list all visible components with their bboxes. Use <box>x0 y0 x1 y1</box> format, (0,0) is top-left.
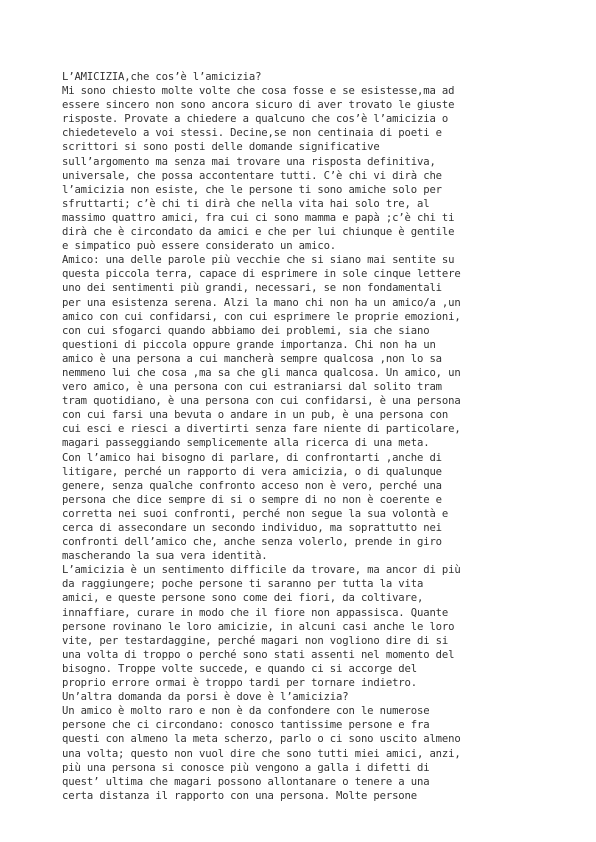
text-line: cui esci e riesci a divertirti senza fare niente di particolare, <box>62 423 461 436</box>
text-line: dirà che è circondato da amici e che per lui chiunque è gentile <box>62 226 455 239</box>
text-line: questioni di piccola oppure grande importanza. Chi non ha un <box>62 338 436 351</box>
text-line: massimo quattro amici, fra cui ci sono mamma e papà ;c’è chi ti <box>62 211 455 224</box>
text-line: innaffiare, curare in modo che il fiore non appassisca. Quante <box>62 606 449 619</box>
text-line: Amico: una delle parole più vecchie che si siano mai sentite su <box>62 254 455 267</box>
title-line: L’AMICIZIA,che cos’è l’amicizia? <box>62 71 262 83</box>
text-line: sull’argomento ma senza mai trovare una risposta definitiva, <box>62 155 436 168</box>
text-line: questa piccola terra, capace di esprimere in sole cinque lettere <box>62 268 461 281</box>
text-line: una volta; questo non vuol dire che sono tutti miei amici, anzi, <box>62 747 461 760</box>
text-line: universale, che possa accontentare tutti. C’è chi vi dirà che <box>62 169 442 182</box>
text-line: cerca di assecondare un secondo individuo, ma soprattutto nei <box>62 522 442 534</box>
text-line: persone che ci circondano: conosco tantissime persone e fra <box>62 719 430 732</box>
text-line: corretta nei suoi confronti, perché non segue la sua volontà e <box>62 507 449 520</box>
text-line: litigare, perché un rapporto di vera amicizia, o di qualunque <box>62 465 442 478</box>
text-line: tram quotidiano, è una persona con cui confidarsi, è una persona <box>62 395 461 408</box>
text-line: certa distanza il rapporto con una persona. Molte persone <box>62 789 417 802</box>
text-line: chiedetevelo a voi stessi. Decine,se non centinaia di poeti e <box>62 127 442 140</box>
text-line: con cui sfogarci quando abbiamo dei problemi, sia che siano <box>62 324 430 337</box>
text-line: scrittori si sono posti delle domande significative <box>62 141 380 154</box>
text-line: amici, e queste persone sono come dei fiori, da coltivare, <box>62 592 424 605</box>
text-line: confronti dell’amico che, anche senza volerlo, prende in giro <box>62 536 442 549</box>
text-line: vero amico, è una persona con cui estraniarsi dal solito tram <box>62 381 442 394</box>
document-body <box>62 70 562 803</box>
text-line: proprio errore ormai è troppo tardi per tornare indietro. <box>62 677 417 690</box>
text-line: da raggiungere; poche persone ti saranno per tutta la vita <box>62 578 424 591</box>
text-line: Un’altra domanda da porsi è dove è l’amicizia? <box>62 691 349 704</box>
text-line: amico è una persona a cui mancherà sempre qualcosa ,non lo sa <box>62 352 442 365</box>
text-line: L’amicizia è un sentimento difficile da trovare, ma ancor di più <box>62 564 461 577</box>
text-line: una volta di troppo o perché sono stati assenti nel momento del <box>62 648 455 661</box>
text-line: uno dei sentimenti più grandi, necessari, se non fondamentali <box>62 282 442 295</box>
text-line: Con l’amico hai bisogno di parlare, di confrontarti ,anche di <box>62 451 442 464</box>
text-line: persona che dice sempre di si o sempre di no non è coerente e <box>62 493 442 506</box>
text-line: e simpatico può essere considerato un amico. <box>62 240 337 253</box>
text-line: mascherando la sua vera identità. <box>62 550 268 563</box>
text-line: quest’ ultima che magari possono allontanare o tenere a una <box>62 775 430 788</box>
text-line: l’amicizia non esiste, che le persone ti sono amiche solo per <box>62 183 442 196</box>
text-line: questi con almeno la meta scherzo, parlo o ci sono uscito almeno <box>62 733 461 746</box>
text-line: per una esistenza serena. Alzi la mano chi non ha un amico/a ,un <box>62 296 461 309</box>
text-line: più una persona si conosce più vengono a galla i difetti di <box>62 761 430 774</box>
text-line: genere, senza qualche confronto acceso non è vero, perché una <box>62 479 442 492</box>
text-line: con cui farsi una bevuta o andare in un pub, è una persona con <box>62 409 449 422</box>
text-line: sfruttarti; c’è chi ti dirà che nella vita hai solo tre, al <box>62 197 430 210</box>
text-line: essere sincero non sono ancora sicuro di aver trovato le giuste <box>62 99 455 112</box>
text-line: Un amico è molto raro e non è da confondere con le numerose <box>62 705 430 718</box>
text-line: risposte. Provate a chiedere a qualcuno che cos’è l’amicizia o <box>62 113 449 126</box>
text-line: persone rovinano le loro amicizie, in alcuni casi anche le loro <box>62 620 455 633</box>
text-line: amico con cui confidarsi, con cui esprimere le proprie emozioni, <box>62 310 461 323</box>
text-line: nemmeno lui che cosa ,ma sa che gli manca qualcosa. Un amico, un <box>62 366 461 379</box>
text-line: Mi sono chiesto molte volte che cosa fosse e se esistesse,ma ad <box>62 85 455 98</box>
text-line: bisogno. Troppe volte succede, e quando ci si accorge del <box>62 662 417 675</box>
text-line: vite, per testardaggine, perché magari non vogliono dire di si <box>62 634 449 647</box>
text-line: magari passeggiando semplicemente alla ricerca di una meta. <box>62 437 430 450</box>
